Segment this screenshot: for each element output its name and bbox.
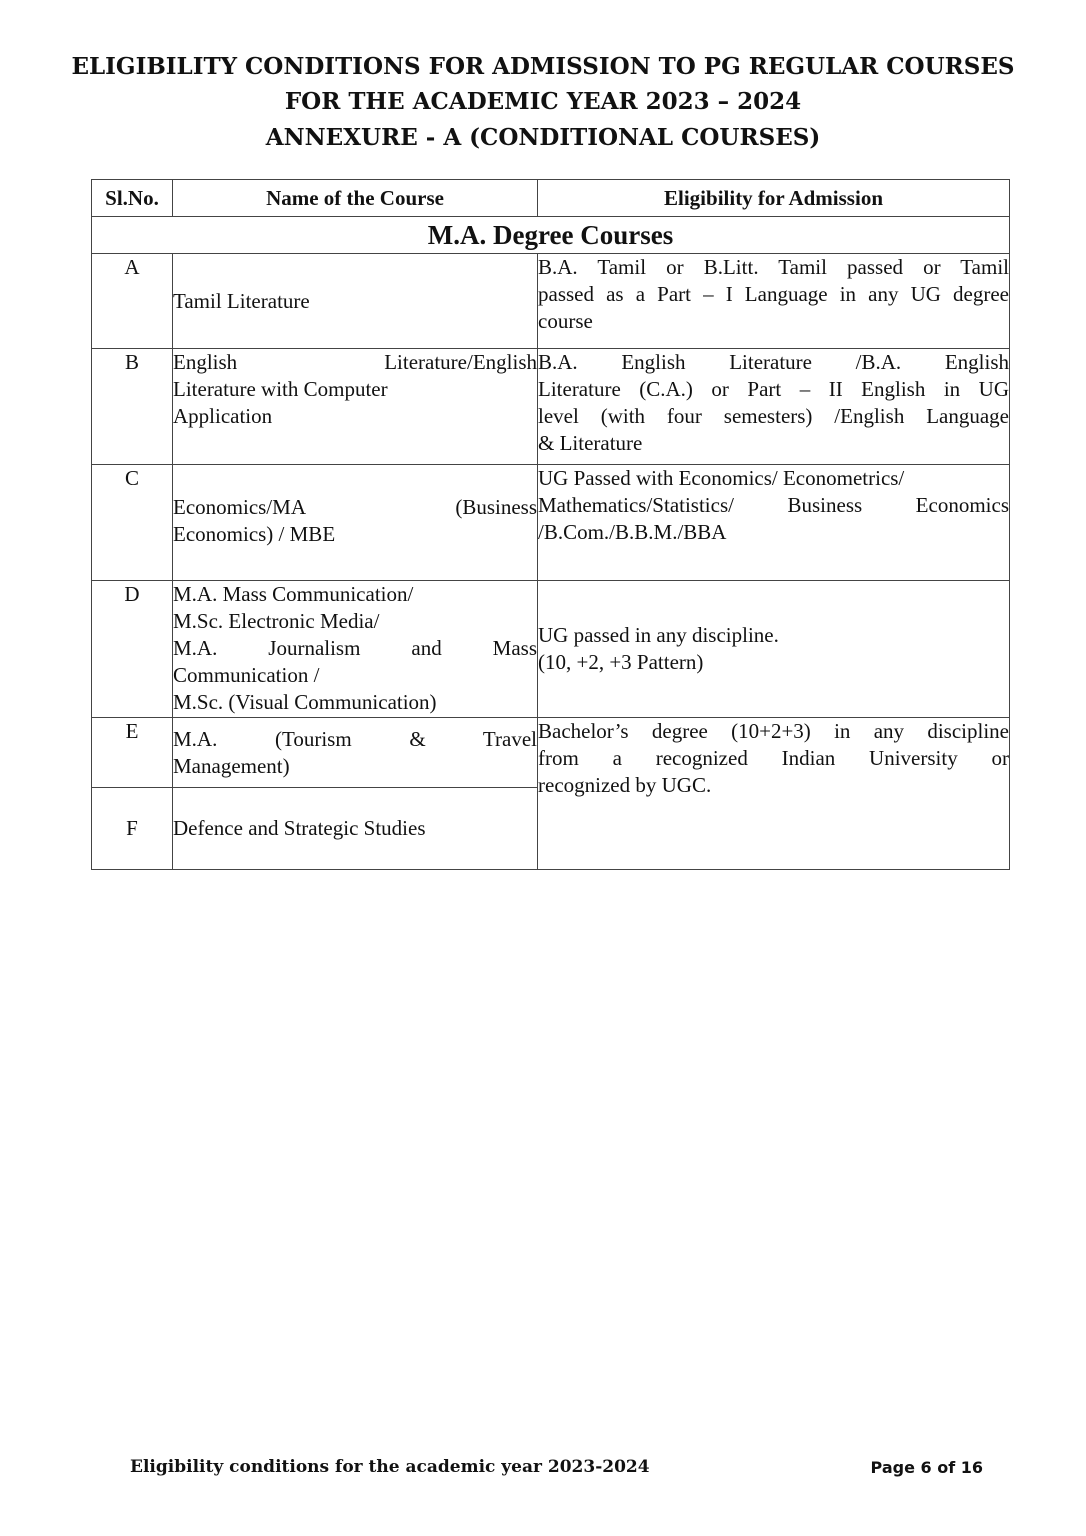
eligibility-line: passed as a Part – I Language in any UG degree bbox=[538, 282, 1009, 306]
table-row bbox=[92, 349, 1010, 465]
eligibility-line: (10, +2, +3 Pattern) bbox=[538, 650, 704, 674]
course-line: Application bbox=[173, 404, 273, 428]
title-line-3: ANNEXURE - A (CONDITIONAL COURSES) bbox=[265, 124, 821, 151]
title-line-2: FOR THE ACADEMIC YEAR 2023 – 2024 bbox=[284, 88, 802, 115]
row-sl: F bbox=[92, 788, 173, 870]
row-eligibility bbox=[538, 465, 1010, 581]
eligibility-line: recognized by UGC. bbox=[538, 773, 712, 797]
eligibility-line: level (with four semesters) /English Language bbox=[538, 404, 1009, 428]
row-eligibility bbox=[538, 349, 1010, 465]
course-line: M.A. Mass Communication/ bbox=[173, 582, 414, 606]
section-title: M.A. Degree Courses bbox=[92, 217, 1010, 254]
course-line: Economics) / MBE bbox=[173, 522, 336, 546]
eligibility-line: Mathematics/Statistics/ Business Economics bbox=[538, 493, 1009, 517]
course-line: Management) bbox=[173, 754, 290, 778]
eligibility-line: course bbox=[538, 309, 593, 333]
eligibility-line: UG passed in any discipline. bbox=[538, 623, 779, 647]
course-line: Economics/MA (Business bbox=[173, 495, 537, 519]
table-header-row bbox=[92, 180, 1010, 217]
table-row bbox=[92, 254, 1010, 349]
row-course bbox=[173, 581, 538, 718]
course-line: M.A. Journalism and Mass bbox=[173, 636, 537, 660]
row-sl: C bbox=[92, 465, 173, 581]
column-header-slno: Sl.No. bbox=[92, 180, 173, 217]
table-row bbox=[92, 465, 1010, 581]
eligibility-line: Bachelor’s degree (10+2+3) in any discipline bbox=[538, 719, 1009, 743]
eligibility-line: B.A. Tamil or B.Litt. Tamil passed or Tamil bbox=[538, 255, 1009, 279]
row-course bbox=[173, 788, 538, 870]
column-header-course: Name of the Course bbox=[173, 180, 538, 217]
row-sl: E bbox=[92, 718, 173, 788]
page-number: Page 6 of 16 bbox=[870, 1458, 983, 1477]
row-course bbox=[173, 718, 538, 788]
eligibility-line: UG Passed with Economics/ Econometrics/ bbox=[538, 466, 905, 490]
eligibility-line: & Literature bbox=[538, 431, 643, 455]
eligibility-line: /B.Com./B.B.M./BBA bbox=[538, 520, 727, 544]
course-line: Tamil Literature bbox=[173, 288, 310, 313]
title-line-1: ELIGIBILITY CONDITIONS FOR ADMISSION TO PG REGULAR COURSES bbox=[71, 53, 1015, 80]
eligibility-table bbox=[91, 179, 1010, 870]
row-eligibility bbox=[538, 581, 1010, 718]
row-eligibility bbox=[538, 254, 1010, 349]
course-line: Defence and Strategic Studies bbox=[173, 816, 426, 840]
section-row bbox=[92, 217, 1010, 254]
course-line: Communication / bbox=[173, 663, 320, 687]
row-course bbox=[173, 465, 538, 581]
row-eligibility bbox=[538, 718, 1010, 870]
course-line: Literature with Computer bbox=[173, 377, 388, 401]
eligibility-line: Literature (C.A.) or Part – II English in UG bbox=[538, 377, 1009, 401]
row-sl: B bbox=[92, 349, 173, 465]
row-course bbox=[173, 254, 538, 349]
row-course bbox=[173, 349, 538, 465]
course-line: M.Sc. Electronic Media/ bbox=[173, 609, 380, 633]
row-sl: A bbox=[92, 254, 173, 349]
eligibility-line: B.A. English Literature /B.A. English bbox=[538, 350, 1009, 374]
course-line: M.A. (Tourism & Travel bbox=[173, 727, 537, 751]
eligibility-line: from a recognized Indian University or bbox=[538, 746, 1009, 770]
row-sl: D bbox=[92, 581, 173, 718]
course-line: English Literature/English bbox=[173, 350, 537, 374]
footer-text: Eligibility conditions for the academic year 2023-2024 bbox=[130, 1457, 650, 1477]
column-header-eligibility: Eligibility for Admission bbox=[538, 180, 1010, 217]
course-line: M.Sc. (Visual Communication) bbox=[173, 690, 437, 714]
table-row bbox=[92, 718, 1010, 788]
table-row bbox=[92, 581, 1010, 718]
